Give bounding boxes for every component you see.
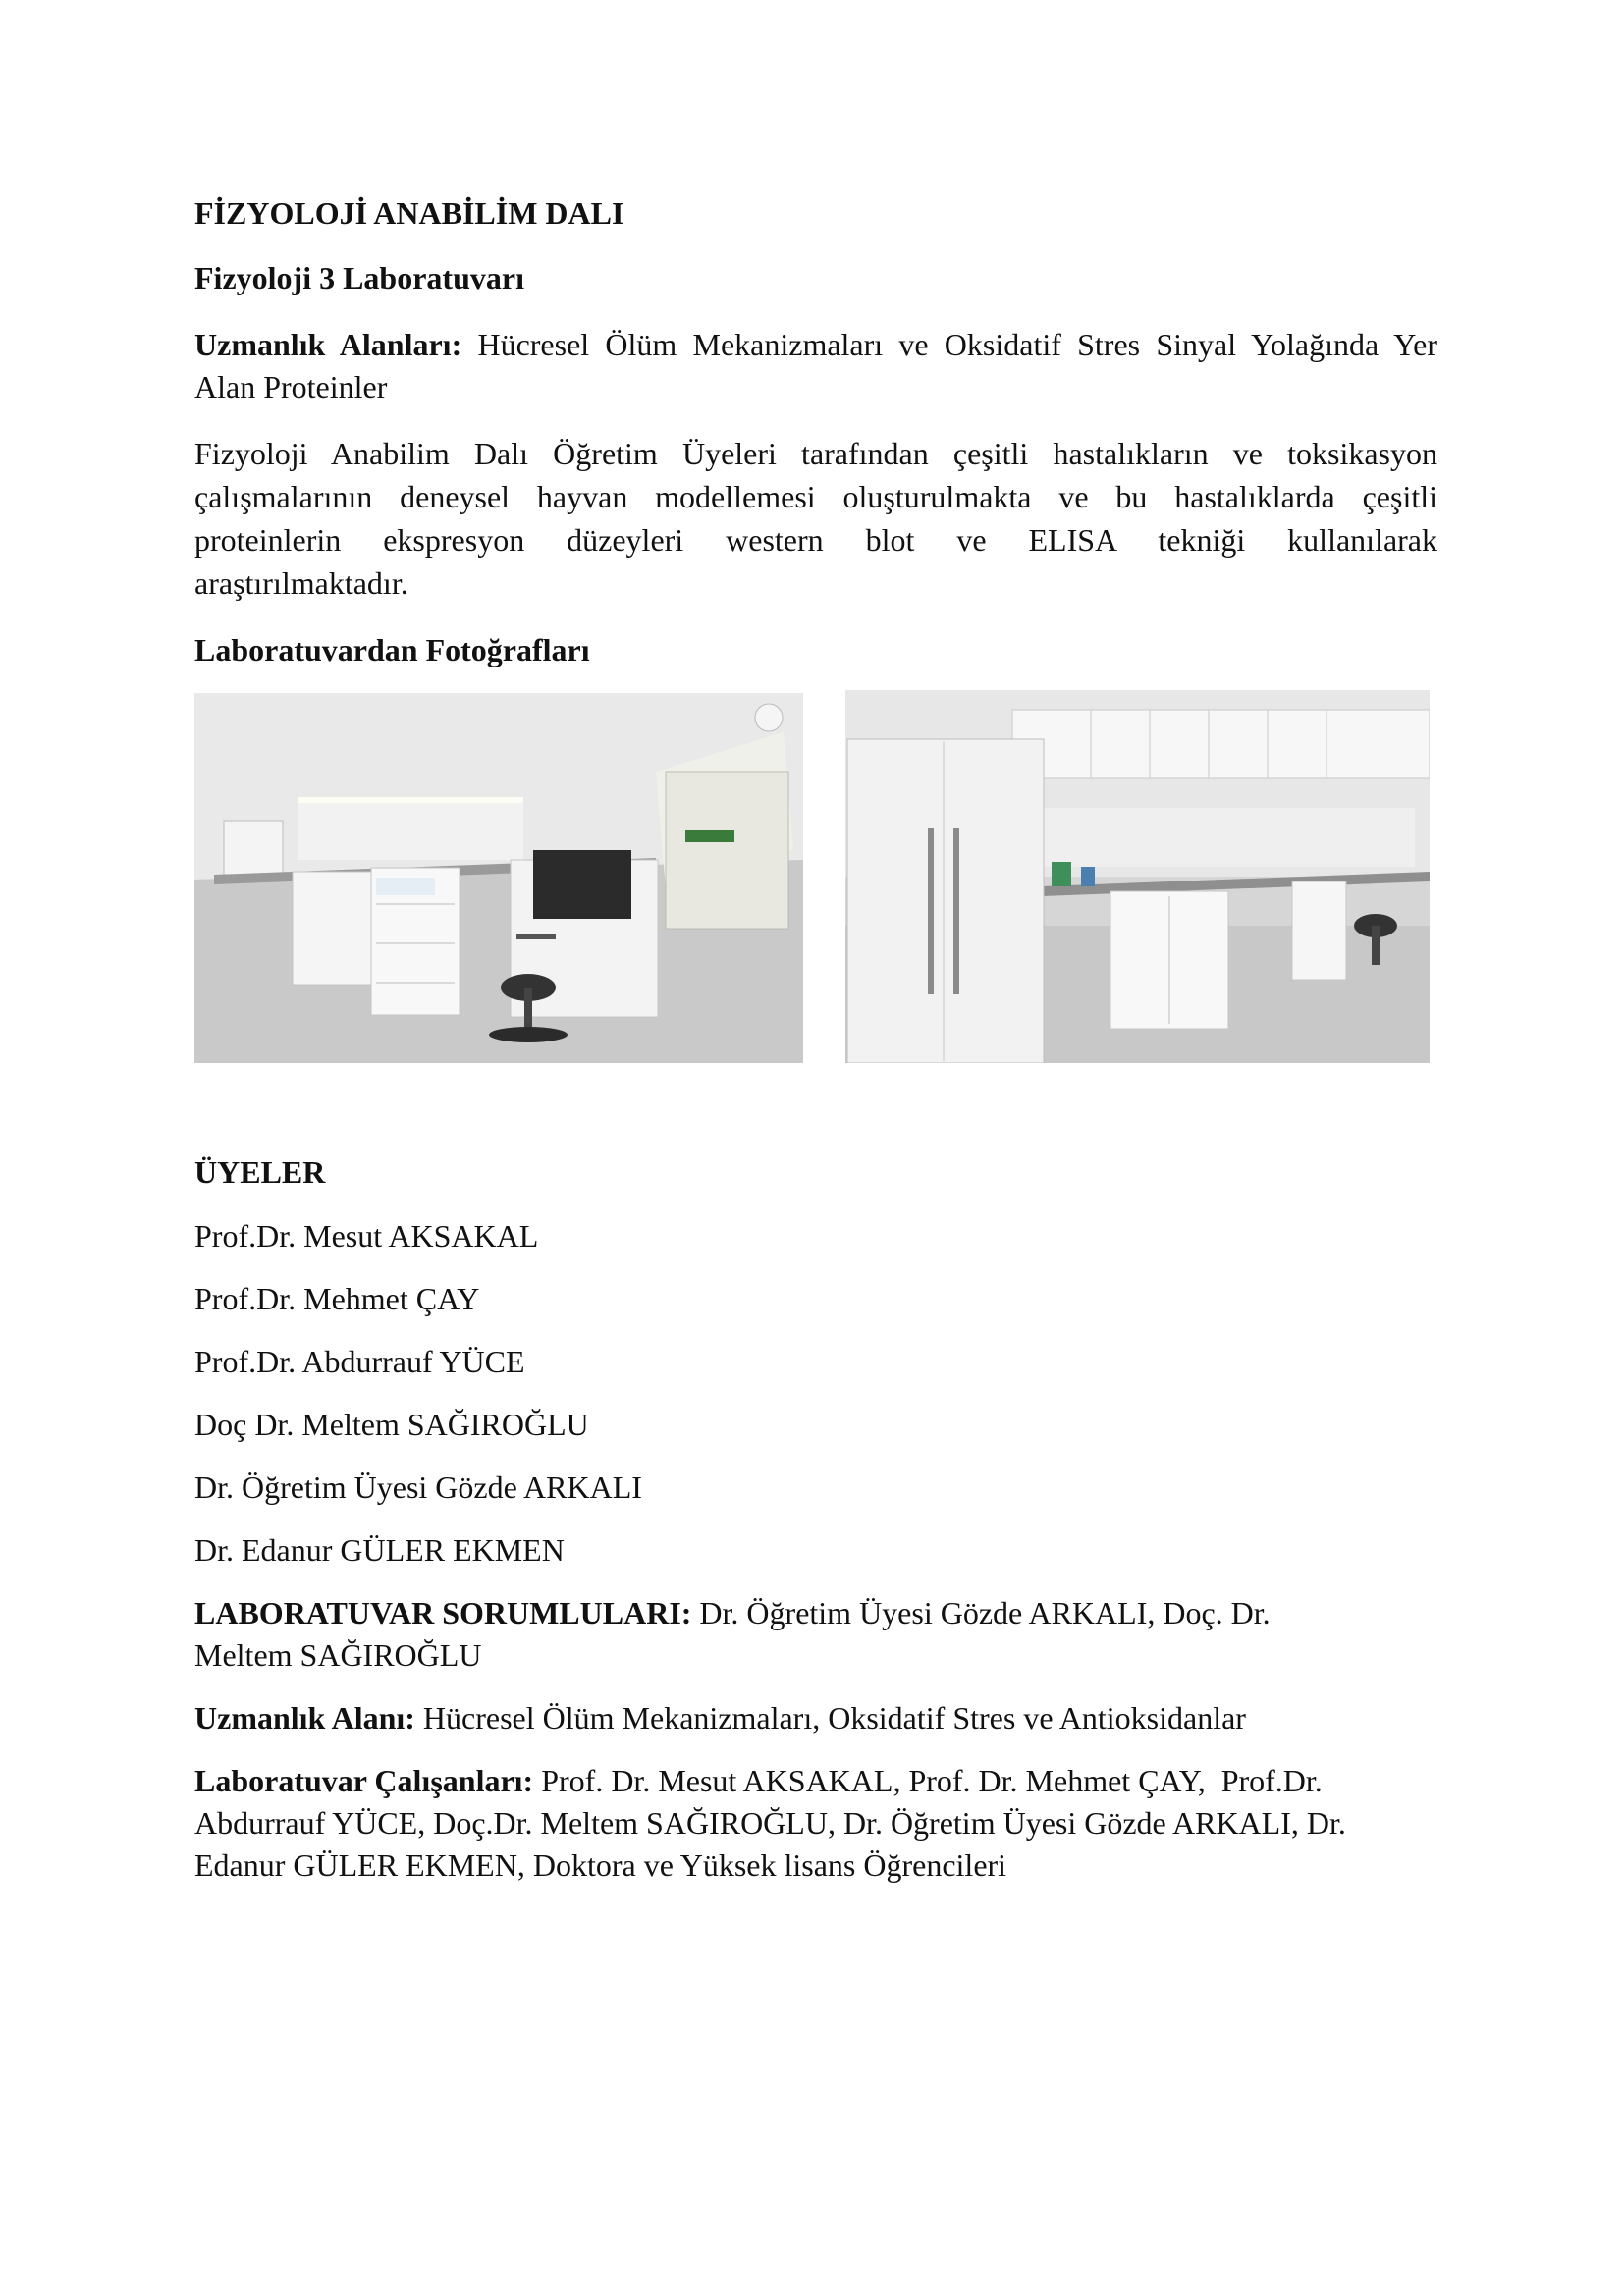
expertise-area-label: Uzmanlık Alanı:: [194, 1700, 415, 1735]
lab-responsible-label: LABORATUVAR SORUMLULARI:: [194, 1595, 692, 1630]
member-item: Prof.Dr. Mesut AKSAKAL: [194, 1218, 539, 1254]
expertise-line-1: [194, 324, 1437, 366]
department-title: FİZYOLOJİ ANABİLİM DALI: [194, 195, 624, 231]
photos-heading: Laboratuvardan Fotoğrafları: [194, 632, 590, 667]
lab-staff-line-2: Abdurrauf YÜCE, Doç.Dr. Meltem SAĞIROĞLU, Dr. Öğretim Üyesi Gözde ARKALI, Dr.: [194, 1805, 1346, 1841]
lab-name-heading: Fizyoloji 3 Laboratuvarı: [194, 260, 524, 295]
lab-responsible-line-1: [194, 1592, 1271, 1634]
description-line-2: çalışmalarının deneysel hayvan modellemesi oluşturulmakta ve bu hastalıklarda çeşitli: [194, 479, 1437, 514]
description-line-3: proteinlerin ekspresyon düzeyleri western blot ve ELISA tekniği kullanılarak: [194, 522, 1437, 558]
expertise-area-line: [194, 1697, 1246, 1739]
member-item: Doç Dr. Meltem SAĞIROĞLU: [194, 1407, 589, 1442]
member-item: Dr. Öğretim Üyesi Gözde ARKALI: [194, 1469, 642, 1505]
lab-responsible-text: Dr. Öğretim Üyesi Gözde ARKALI, Doç. Dr.: [699, 1595, 1271, 1630]
lab-staff-line-3: Edanur GÜLER EKMEN, Doktora ve Yüksek lisans Öğrencileri: [194, 1847, 1007, 1883]
expertise-area-text: Hücresel Ölüm Mekanizmaları, Oksidatif Stres ve Antioksidanlar: [422, 1700, 1246, 1735]
member-item: Prof.Dr. Mehmet ÇAY: [194, 1281, 480, 1316]
description-line-1: Fizyoloji Anabilim Dalı Öğretim Üyeleri tarafından çeşitli hastalıkların ve toksikasyon: [194, 436, 1437, 471]
lab-responsible-line-2: Meltem SAĞIROĞLU: [194, 1637, 482, 1673]
lab-staff-line-1: [194, 1760, 1323, 1802]
expertise-label: Uzmanlık Alanları:: [194, 327, 462, 362]
lab-staff-text: Prof. Dr. Mesut AKSAKAL, Prof. Dr. Mehmet ÇAY, Prof.Dr.: [541, 1763, 1323, 1798]
lab-photo-2: [845, 690, 1430, 1063]
expertise-line-2: Alan Proteinler: [194, 369, 388, 404]
lab-staff-label: Laboratuvar Çalışanları:: [194, 1763, 534, 1798]
member-item: Prof.Dr. Abdurrauf YÜCE: [194, 1344, 525, 1379]
expertise-text: Hücresel Ölüm Mekanizmaları ve Oksidatif Stres Sinyal Yolağında Yer: [477, 327, 1438, 362]
members-heading: ÜYELER: [194, 1154, 326, 1190]
lab-photo-1: [194, 693, 803, 1063]
description-line-4: araştırılmaktadır.: [194, 565, 408, 601]
member-item: Dr. Edanur GÜLER EKMEN: [194, 1532, 565, 1568]
